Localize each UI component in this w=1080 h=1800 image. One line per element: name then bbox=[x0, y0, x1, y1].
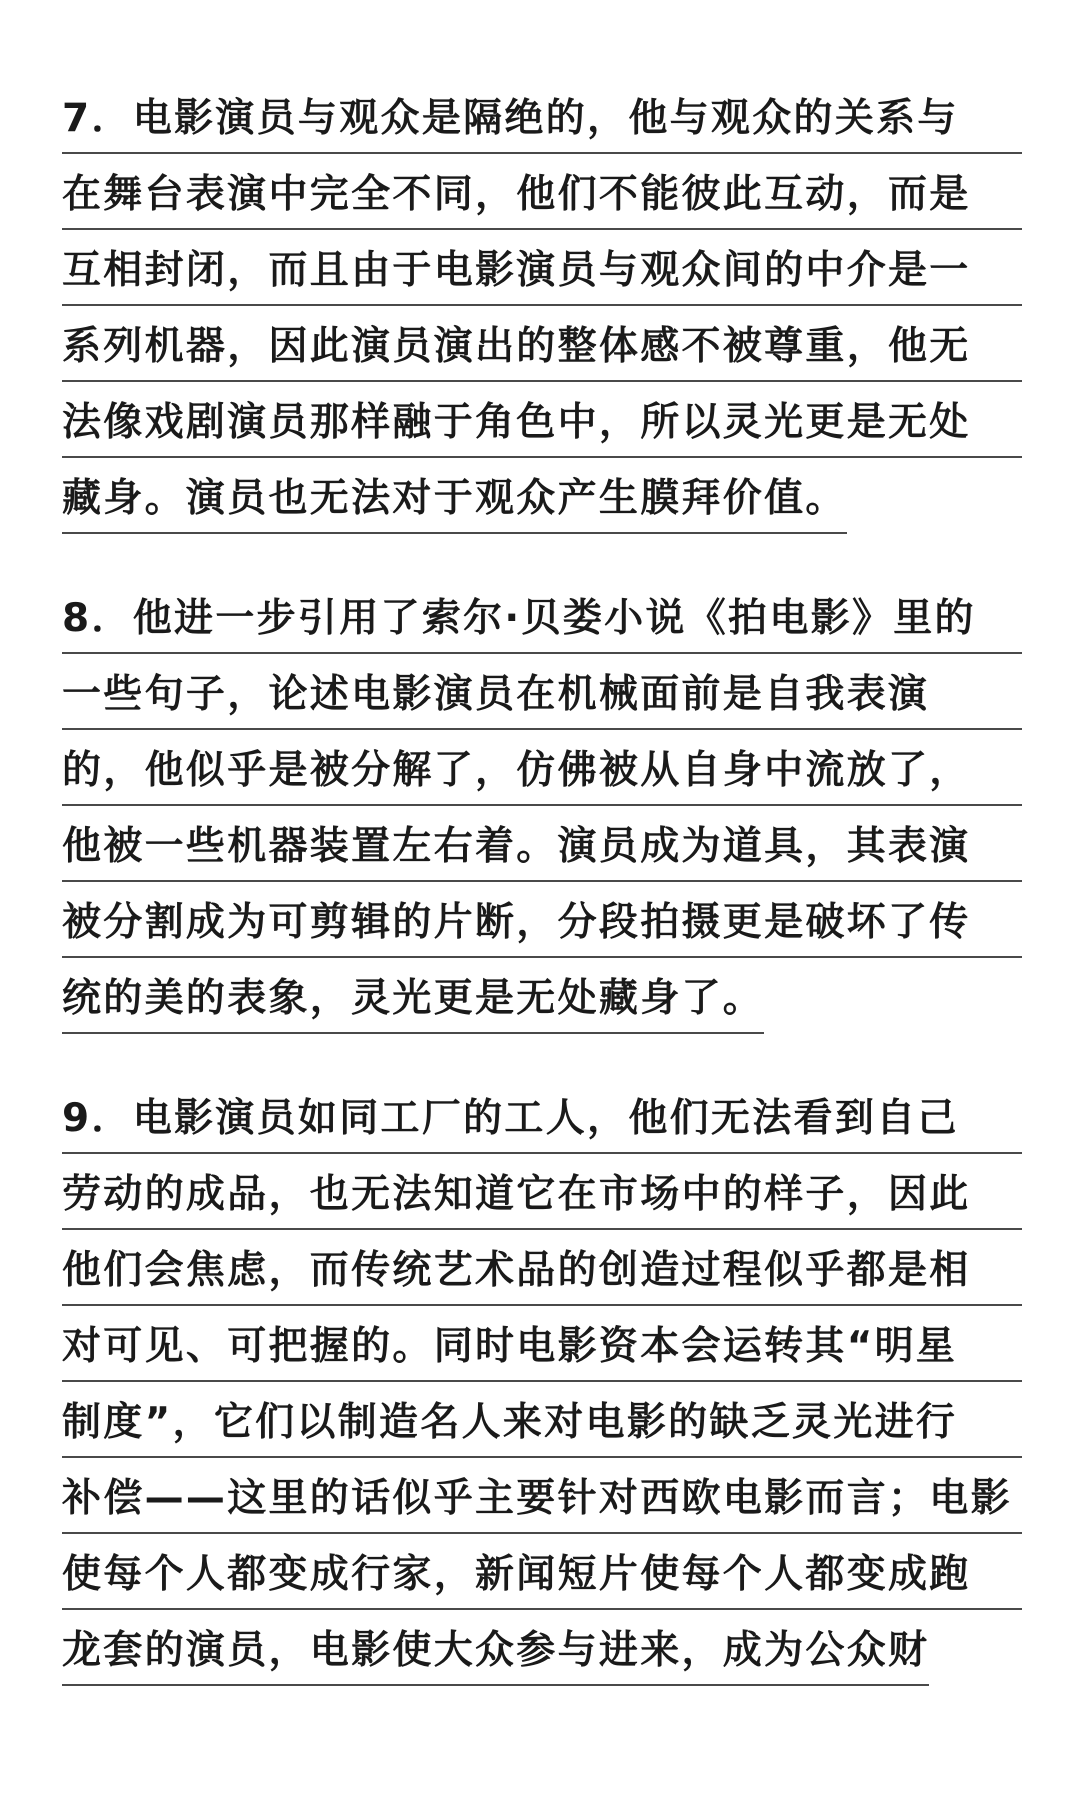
line-text: 的，他似乎是被分解了，仿佛被从自身中流放了， bbox=[62, 740, 1022, 806]
line-text: 藏身。演员也无法对于观众产生膜拜价值。 bbox=[62, 468, 847, 534]
paragraph-9 bbox=[62, 1088, 1022, 1696]
text-line bbox=[62, 816, 1022, 892]
text-line bbox=[62, 1468, 1022, 1544]
line-text: 法像戏剧演员那样融于角色中，所以灵光更是无处 bbox=[62, 392, 1022, 458]
line-text: 9．电影演员如同工厂的工人，他们无法看到自己 bbox=[62, 1088, 1022, 1154]
line-text: 一些句子，论述电影演员在机械面前是自我表演 bbox=[62, 664, 1022, 730]
text-line bbox=[62, 88, 1022, 164]
paragraph-7 bbox=[62, 88, 1022, 544]
text-line bbox=[62, 588, 1022, 664]
line-text: 系列机器，因此演员演出的整体感不被尊重，他无 bbox=[62, 316, 1022, 382]
text-line bbox=[62, 1164, 1022, 1240]
line-text: 对可见、可把握的。同时电影资本会运转其“明星 bbox=[62, 1316, 1022, 1382]
text-line-last bbox=[62, 1620, 1022, 1696]
line-text: 被分割成为可剪辑的片断，分段拍摄更是破坏了传 bbox=[62, 892, 1022, 958]
line-text: 互相封闭，而且由于电影演员与观众间的中介是一 bbox=[62, 240, 1022, 306]
line-text: 8．他进一步引用了索尔·贝娄小说《拍电影》里的 bbox=[62, 588, 1022, 654]
text-line bbox=[62, 316, 1022, 392]
line-text: 他被一些机器装置左右着。演员成为道具，其表演 bbox=[62, 816, 1022, 882]
text-line-last bbox=[62, 468, 1022, 544]
line-text: 龙套的演员，电影使大众参与进来，成为公众财 bbox=[62, 1620, 929, 1686]
line-text: 劳动的成品，也无法知道它在市场中的样子，因此 bbox=[62, 1164, 1022, 1230]
text-line bbox=[62, 164, 1022, 240]
paragraph-8 bbox=[62, 588, 1022, 1044]
text-line bbox=[62, 1392, 1022, 1468]
line-text: 在舞台表演中完全不同，他们不能彼此互动，而是 bbox=[62, 164, 1022, 230]
text-line bbox=[62, 1544, 1022, 1620]
line-text: 7．电影演员与观众是隔绝的，他与观众的关系与 bbox=[62, 88, 1022, 154]
line-text: 补偿——这里的话似乎主要针对西欧电影而言；电影 bbox=[62, 1468, 1022, 1534]
text-line bbox=[62, 392, 1022, 468]
line-text: 统的美的表象，灵光更是无处藏身了。 bbox=[62, 968, 764, 1034]
text-line bbox=[62, 1316, 1022, 1392]
line-text: 他们会焦虑，而传统艺术品的创造过程似乎都是相 bbox=[62, 1240, 1022, 1306]
line-text: 制度”，它们以制造名人来对电影的缺乏灵光进行 bbox=[62, 1392, 1022, 1458]
text-line bbox=[62, 240, 1022, 316]
text-line bbox=[62, 1088, 1022, 1164]
text-line bbox=[62, 892, 1022, 968]
text-line bbox=[62, 1240, 1022, 1316]
text-line bbox=[62, 664, 1022, 740]
text-line-last bbox=[62, 968, 1022, 1044]
line-text: 使每个人都变成行家，新闻短片使每个人都变成跑 bbox=[62, 1544, 1022, 1610]
text-line bbox=[62, 740, 1022, 816]
